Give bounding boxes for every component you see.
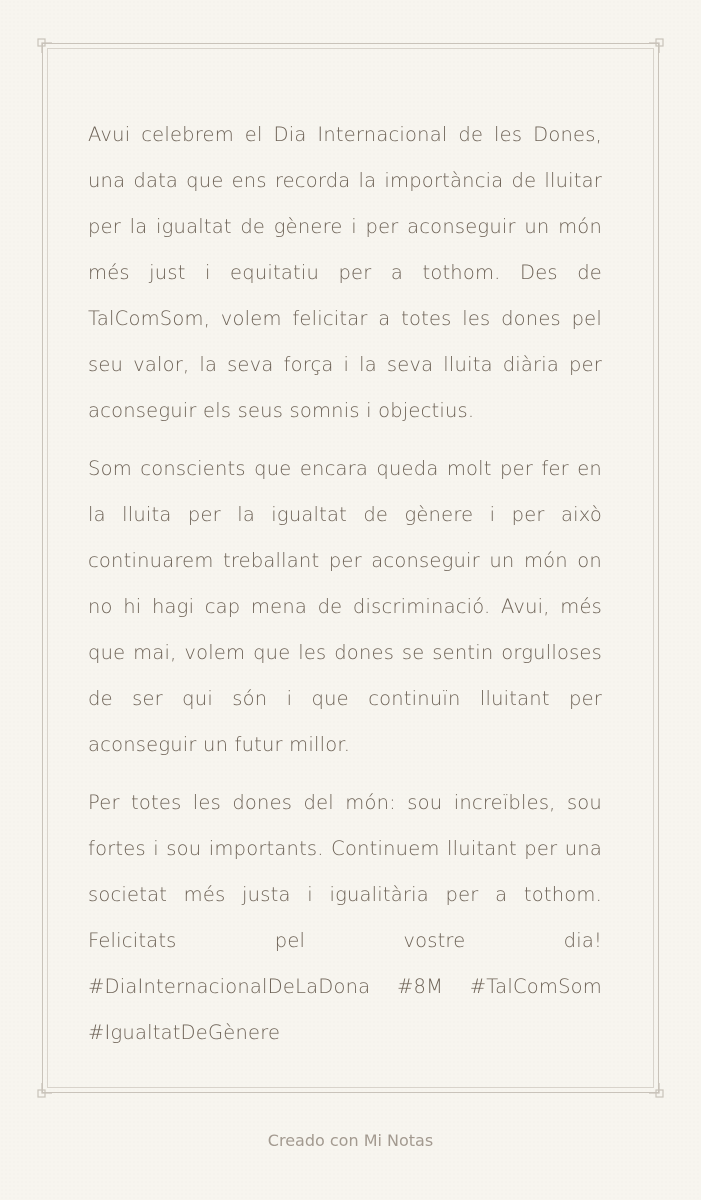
note-paragraph: Per totes les dones del món: sou increïbles, sou fortes i sou importants. Continuem lluitant per una societat més justa i igualitària per a tothom. Felicitats pel vostre dia! #DiaInternacionalDeLaDona #8M #TalComSom #IgualtatDeGènere: [88, 791, 602, 1044]
app-credit: Creado con Mi Notas: [267, 1131, 434, 1150]
note-paragraph: Som conscients que encara queda molt per fer en la lluita per la igualtat de gènere i per això continuarem treballant per aconseguir un món on no hi hagi cap mena de discriminació. Avui, més que mai, volem que les dones se sentin orgulloses de ser qui són i que continuïn lluitant per aconseguir un futur millor.: [88, 457, 602, 756]
corner-ornament-icon: [648, 38, 664, 54]
corner-ornament-icon: [648, 1082, 664, 1098]
corner-ornament-icon: [37, 1082, 53, 1098]
note-body: [88, 112, 602, 1068]
note-paragraph: Avui celebrem el Dia Internacional de les Dones, una data que ens recorda la importància de lluitar per la igualtat de gènere i per aconseguir un món més just i equitatiu per a tothom. Des de TalComSom, volem felicitar a totes les dones pel seu valor, la seva força i la seva lluita diària per aconseguir els seus somnis i objectius.: [88, 123, 602, 422]
corner-ornament-icon: [37, 38, 53, 54]
